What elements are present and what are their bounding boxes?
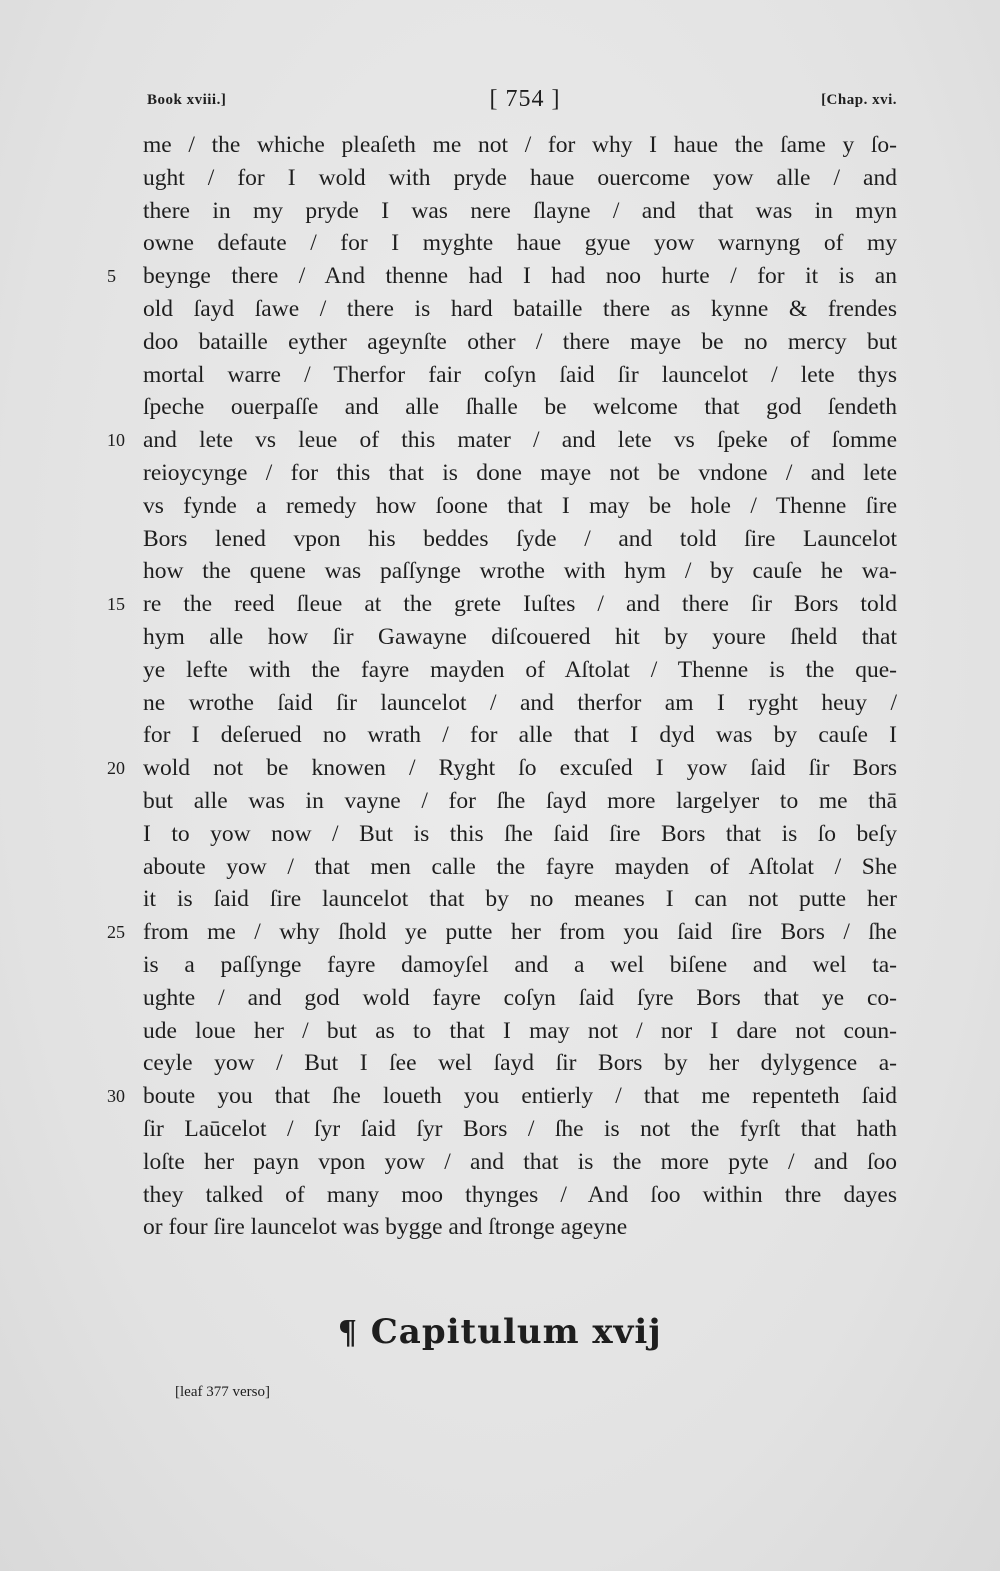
line-text: re the reed ſleue at the grete Iuſtes / and there ſir Bors told [143,591,897,618]
line-text: aboute yow / that men calle the fayre mayden of Aſtolat / She [143,853,897,880]
line-text: ſir Laūcelot / ſyr ſaid ſyr Bors / ſhe is not the fyrſt that hath [143,1115,897,1142]
line-text: ſpeche ouerpaſſe and alle ſhalle be welcome that god ſendeth [143,394,897,421]
line-text: hym alle how ſir Gawayne diſcouered hit by youre ſheld that [143,623,897,650]
line-text: for I deſerued no wrath / for alle that I dyd was by cauſe I [143,722,897,749]
text-line [143,1113,897,1146]
text-line [143,621,897,654]
header-book: Book xviii.] [147,92,227,108]
line-number: 20 [107,758,125,779]
line-text: how the quene was paſſynge wrothe with hym / by cauſe he wa- [143,558,897,585]
line-text: I to yow now / But is this ſhe ſaid ſire Bors that is ſo beſy [143,820,897,847]
line-text: vs fynde a remedy how ſoone that I may be hole / Thenne ſire [143,492,897,519]
pilcrow-mark: ¶ [338,1313,357,1350]
line-text: and lete vs leue of this mater / and lete vs ſpeke of ſomme [143,427,897,454]
text-line [143,1015,897,1048]
line-text: me / the whiche pleaſeth me not / for why I haue the ſame y ſo- [143,132,897,158]
text-line [143,687,897,720]
line-number: 15 [107,594,125,615]
text-line [107,916,897,949]
text-line [143,851,897,884]
text-line [143,785,897,818]
line-text: ughte / and god wold fayre coſyn ſaid ſyre Bors that ye co- [143,984,897,1011]
page-number: [ 754 ] [489,86,561,112]
text-line [143,457,897,490]
text-line [143,719,897,752]
body-text [107,129,897,1244]
line-text: ne wrothe ſaid ſir launcelot / and therfor am I ryght heuy / [143,689,897,716]
text-line [143,1211,897,1244]
line-text: doo bataille eyther ageynſte other / there maye be no mercy but [143,328,897,355]
line-text: ceyle yow / But I ſee wel ſayd ſir Bors by her dylygence a- [143,1050,897,1077]
line-text: ude loue her / but as to that I may not / nor I dare not coun- [143,1017,897,1044]
line-number: 30 [107,1086,125,1107]
line-text: loſte her payn vpon yow / and that is the more pyte / and ſoo [143,1148,897,1175]
text-line [143,293,897,326]
text-line [143,326,897,359]
line-text: mortal warre / Therfor fair coſyn ſaid ſir launcelot / lete thys [143,361,897,388]
chapter-title: Capitulum xvij [370,1312,662,1352]
chapter-heading [0,1312,1000,1352]
line-number: 25 [107,922,125,943]
line-text: Bors lened vpon his beddes ſyde / and told ſire Launcelot [143,525,897,552]
text-line [143,555,897,588]
line-text: owne defaute / for I myghte haue gyue yow warnyng of my [143,230,897,257]
text-line [107,424,897,457]
text-line [143,883,897,916]
text-line [143,227,897,260]
text-line [143,391,897,424]
text-line [143,982,897,1015]
text-line [143,523,897,556]
line-text: reioycynge / for this that is done maye not be vndone / and lete [143,459,897,486]
text-line [143,195,897,228]
text-line [143,129,897,162]
text-line [143,818,897,851]
text-line [143,949,897,982]
line-text: boute you that ſhe loueth you entierly / that me repenteth ſaid [143,1083,897,1110]
text-line [107,260,897,293]
text-line [143,1179,897,1212]
text-line [107,1080,897,1113]
line-text: from me / why ſhold ye putte her from you ſaid ſire Bors / ſhe [143,919,897,946]
line-text: or four ſire launcelot was bygge and ſtronge ageyne [143,1214,628,1241]
line-text: it is ſaid ſire launcelot that by no meanes I can not putte her [143,886,897,913]
text-line [143,1047,897,1080]
line-text: but alle was in vayne / for ſhe ſayd more largelyer to me thā [143,787,897,814]
text-line [143,1146,897,1179]
line-number: 10 [107,430,125,451]
line-text: old ſayd ſawe / there is hard bataille there as kynne & frendes [143,295,897,322]
header-chapter: [Chap. xvi. [821,92,897,108]
text-line [143,359,897,392]
line-text: is a paſſynge fayre damoyſel and a wel biſene and wel ta- [143,951,897,978]
text-line [143,490,897,523]
line-number: 5 [107,266,116,287]
line-text: ught / for I wold with pryde haue ouercome yow alle / and [143,164,897,191]
text-line [107,588,897,621]
text-line [143,162,897,195]
running-header [0,88,1000,118]
line-text: beynge there / And thenne had I had noo hurte / for it is an [143,263,897,290]
line-text: wold not be knowen / Ryght ſo excuſed I yow ſaid ſir Bors [143,755,897,782]
line-text: ye lefte with the fayre mayden of Aſtolat / Thenne is the que- [143,656,897,683]
text-line [143,654,897,687]
leaf-note: [leaf 377 verso] [175,1384,270,1400]
line-text: there in my pryde I was nere ſlayne / and that was in myn [143,197,897,224]
line-text: they talked of many moo thynges / And ſoo within thre dayes [143,1181,897,1208]
text-line [107,752,897,785]
